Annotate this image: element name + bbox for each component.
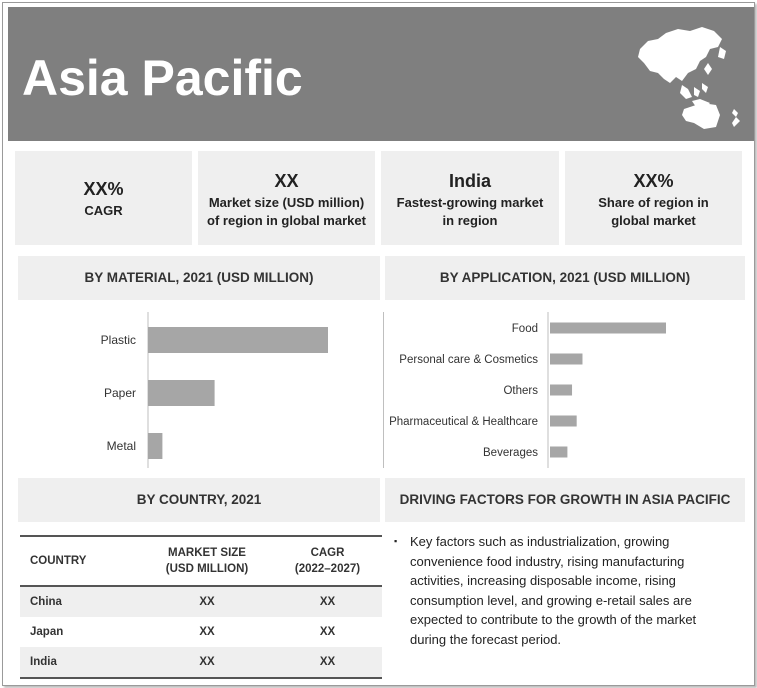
application-label: Others	[503, 385, 538, 397]
material-bar-paper	[148, 380, 215, 406]
page-title: Asia Pacific	[22, 50, 303, 106]
section-application-title: BY APPLICATION, 2021 (USD MILLION)	[385, 256, 745, 300]
table-row: Japan XX XX	[30, 626, 336, 638]
application-bar-others	[550, 385, 572, 396]
section-drivers-title: DRIVING FACTORS FOR GROWTH IN ASIA PACIFIC	[385, 478, 745, 522]
bullet-icon: ▪	[394, 536, 398, 546]
material-label: Paper	[103, 386, 136, 400]
driving-factors-text: Key factors such as industrialization, growing convenience food industry, rising manufacturing activities, increasing disposable income, rising consumption level, and growing e-retail sales are expected to contribute to the growth of the market during the forecast period.	[410, 534, 697, 647]
application-bar-beverages	[550, 447, 567, 458]
kpi-region-share	[565, 151, 742, 245]
kpi-fastest-growing	[381, 151, 559, 245]
country-table	[20, 535, 382, 679]
table-header-row	[20, 536, 382, 586]
section-material-title: BY MATERIAL, 2021 (USD MILLION)	[18, 256, 380, 300]
material-chart-svg	[18, 310, 380, 470]
kpi-value: India	[448, 171, 491, 191]
material-label: Plastic	[100, 333, 136, 347]
material-bar-plastic	[148, 327, 328, 353]
material-bar-metal	[148, 433, 162, 459]
kpi-value: XX	[274, 171, 299, 191]
application-chart-svg	[383, 310, 745, 470]
kpi-value: XX%	[83, 179, 124, 199]
kpi-cagr	[15, 151, 192, 245]
driving-factors	[394, 532, 734, 649]
application-label: Personal care & Cosmetics	[399, 354, 538, 366]
region-header	[8, 7, 754, 141]
application-label: Food	[511, 323, 538, 335]
kpi-market-size	[198, 151, 375, 245]
material-chart	[18, 310, 380, 470]
asia-pacific-map-icon	[622, 17, 748, 135]
kpi-label: CAGR	[84, 203, 123, 218]
kpi-label: Share of region in global market	[598, 195, 709, 228]
application-label: Pharmaceutical & Healthcare	[389, 416, 538, 428]
application-bar-personal-care-cosmetics	[550, 354, 582, 365]
section-country-title: BY COUNTRY, 2021	[18, 478, 380, 522]
col-market-size: MARKET SIZE (USD MILLION)	[141, 536, 273, 586]
material-label: Metal	[106, 439, 136, 453]
col-cagr: CAGR (2022–2027)	[273, 536, 382, 586]
kpi-value: XX%	[633, 171, 674, 191]
application-label: Beverages	[483, 447, 538, 459]
application-bar-food	[550, 323, 666, 334]
table-row: India XX XX	[20, 647, 382, 678]
application-bar-pharmaceutical-healthcare	[550, 416, 577, 427]
table-row: China XX XX	[20, 586, 382, 617]
kpi-label: Fastest-growing market in region	[396, 195, 544, 228]
application-chart	[383, 310, 745, 470]
kpi-label: Market size (USD million) of region in global market	[207, 195, 366, 228]
col-country: COUNTRY	[20, 536, 141, 586]
